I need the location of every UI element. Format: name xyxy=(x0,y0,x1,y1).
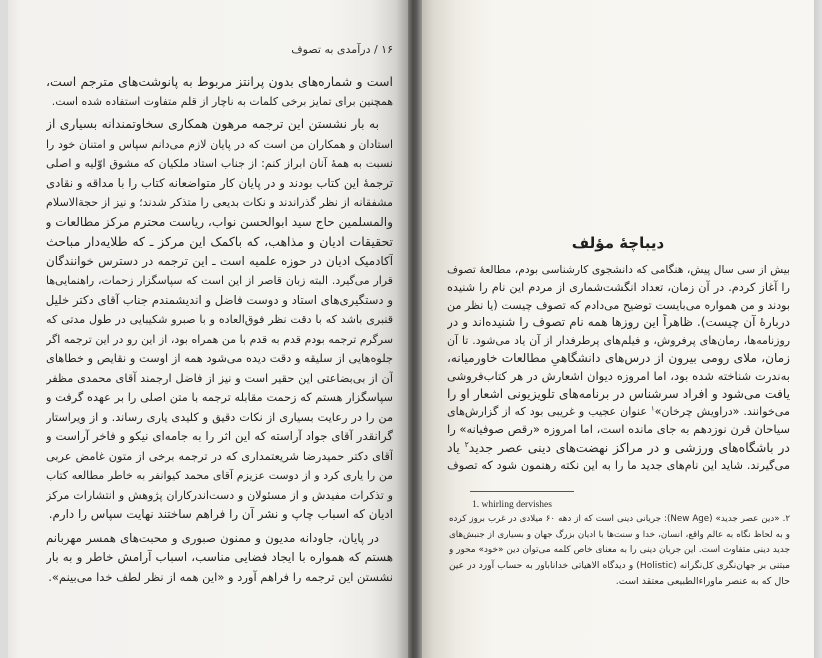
text-line: قرار می‌گیرد. البته زبان قاصر از این است که سپاسگزار زحمات، راهنمایی‌ها xyxy=(46,274,393,287)
footnote-line: مبتنی بر جهان‌نگری کل‌نگرانه (Holistic) و دیدگاه الاهیاتی خداناباور به حساب آورد در عین xyxy=(449,560,790,571)
chapter-title: دیباچهٔ مؤلف xyxy=(571,234,665,252)
text-line: آکادمیک ادیان در حوزه علمیه است ـ این ترجمه در دسترس خوانندگان xyxy=(46,253,393,268)
text-line: ادیان که اسباب چاپ و نشر آن را فراهم ساختند نهایت سپاس را دارم. xyxy=(48,507,393,521)
text-line: قنبری باشد که با دقت نظر فوق‌العاده و با صبرو شکیبایی در طول مدتی که xyxy=(46,313,393,326)
text-line: روزنامه‌ها، رمان‌های پرفروش، و فیلم‌های پرطرفدار از آن یاد می‌شود. تا آن xyxy=(447,334,790,348)
text-line: من را در رعایت بسیاری از نکات دقیق و کلیدی یاری رساند. و از ویراستار xyxy=(46,410,393,424)
text-line: سیاحان قرن نوزدهم به جای مانده است، اما امروزه «رقص صوفیانه» را xyxy=(447,422,790,437)
text-line: مشفقانه از نظر گذراندند و نکات بدیعی را متذکر شدند؛ و نیز از حجةالاسلام xyxy=(46,196,393,209)
paragraph xyxy=(449,512,790,590)
text-line: تحقیقات ادیان و مذاهب، که باکمک این مرکز ـ که طلایه‌دار مباحث xyxy=(46,234,393,249)
right-page-body xyxy=(447,261,790,475)
text-line: بیش از سی سال پیش، هنگامی که دانشجوی کارشناسی بودم، مطالعهٔ تصوف xyxy=(447,263,790,276)
text-line: دربارهٔ آن چیست). ظاهراً این روزها همه نام تصوف را شنیده‌اند و در xyxy=(447,315,790,330)
text-line: نشستن این ترجمه را فراهم آورد و «این همه از نظر لطف خدا می‌بینم». xyxy=(48,569,393,584)
text-line: گرانقدر آقای جواد آراسته که این اثر را به جامه‌ای نیکو و فاخر آراست و xyxy=(46,429,393,443)
page-edge xyxy=(814,0,822,658)
footnote-marker: ۲ xyxy=(464,439,469,449)
paragraph xyxy=(46,115,393,525)
text-line: به بار نشستن این ترجمه مرهون همکاری سخاوتمندانه بسیاری از xyxy=(46,117,379,131)
text-line: ترجمهٔ این کتاب بودند و در پایان کار متواضعانه کتاب را با مداقه و نقادی xyxy=(46,175,393,190)
footnote-1: 1. whirling dervishes xyxy=(472,500,552,510)
running-head: ۱۶ / درآمدی به تصوف xyxy=(291,43,393,56)
right-page xyxy=(422,0,814,658)
text-line: سپاسگزار هستم که زحمت مقابله ترجمه با متن اصلی را بر عهده گرفت و xyxy=(46,391,393,404)
text-line: نسبت به همهٔ آنان ابراز کنم: از جناب استاد ملکیان که مشوق اوّلیه و اصلی xyxy=(46,157,393,170)
footnote-line: حال که به عنصر ماوراءالطبیعی معتقد است. xyxy=(615,576,790,587)
text-line: است و شماره‌های بدون پرانتز مربوط به پانوشت‌های مترجم است، xyxy=(46,74,393,89)
text-line: یافت می‌شود و افراد سرشناس در برنامه‌های تلویزیونی اشعار او را xyxy=(447,386,790,401)
text-line: در پایان، جاودانه مدیون و ممنون صبوری و محبت‌های همسر مهربانم xyxy=(46,530,379,545)
text-line: آقای دکتر حمیدرضا شریعتمداری که در ترجمه برخی از متون غامض عربی xyxy=(46,449,393,463)
footnote-line: و به لحاظ نگاه به عالم واقع، انسان، خدا و سنت‌ها با ادیان بزرگ جهان و بسیاری از جنبش‌های xyxy=(449,529,790,540)
paragraph xyxy=(46,529,393,588)
text-line: بودند و من همواره می‌بایست توضیح می‌دادم که تصوف چیست (یا نظر من xyxy=(447,298,790,312)
footnote-line: ۲. «دین عصر جدید» (New Age): جریانی دینی است که از دهه ۶۰ میلادی در غرب بروز کرده xyxy=(449,514,790,524)
gutter xyxy=(408,0,422,658)
text-line: به‌ندرت شناخته شده بود، اما امروزه دیوان اشعارش در هر کتاب‌فروشی xyxy=(447,368,790,383)
left-page xyxy=(8,0,408,658)
left-page-body xyxy=(46,72,393,587)
text-line: و تذکرات مفیدش و از مسئولان و دست‌اندرکاران پژوهش و انتشارات مرکز xyxy=(46,488,393,502)
paragraph xyxy=(447,261,790,475)
text-line: زمان، ملای رومی بیرون از درس‌های دانشگاهیِ مطالعات خاورمیانه، xyxy=(447,350,790,365)
text-segment: یاد xyxy=(447,439,465,455)
text-line: استادان و همکاران من است که در پایان لازم می‌دانم سپاس و امتنان خود را xyxy=(46,137,393,151)
text-line: همچنین برای تمایز برخی کلمات به ناچار از قلم متفاوت استفاده شده است. xyxy=(51,94,393,108)
text-line: من را یاری کرد و از دوست عزیزم آقای محمد کیوانفر به خاطر مطالعه کتاب xyxy=(46,469,393,482)
text-line: می‌گیرند. شاید این نام‌های جدید ما را به این نکته رهنمون شود که تصوف xyxy=(447,458,790,472)
footnote-2 xyxy=(449,512,790,590)
paragraph xyxy=(46,72,393,111)
text-segment: می‌خوانند. «دراویش چرخان» xyxy=(654,405,790,419)
footnote-rule xyxy=(470,491,574,492)
text-segment: در باشگاه‌های ورزشی و در مراکز نهضت‌های دینی عصر جدید xyxy=(468,439,790,455)
text-line xyxy=(447,403,790,421)
text-line: جلوه‌هایی از سلیقه و دقت دیده می‌شود همه از اوست و نقایص و خطاهای xyxy=(46,352,393,365)
text-segment: عنوان عجیب و غریبی بود که از گزارش‌های xyxy=(447,405,651,419)
text-line xyxy=(447,439,790,457)
text-line: هستم که همواره با ایجاد فضایی مناسب، اسباب آرامش خاطر و به بار xyxy=(46,550,393,564)
text-line: را آغاز کردم. در آن زمان، تعداد انگشت‌شماری از مردم این نام را شنیده xyxy=(447,280,790,294)
text-line: و دستگیری‌های استاد و دوست فاضل و اندیشمندم جناب آقای دکتر خلیل xyxy=(46,292,393,307)
footnote-line: جدید دینی متفاوت است. این جریان دینی را به معنای خاص کلمه می‌توان دین «خود» محور و xyxy=(449,545,790,555)
text-line: آن از بی‌بضاعتی این حقیر است و نیز از فاضل ارجمند آقای محمدی مظفر xyxy=(46,371,393,385)
footnote-marker: ۱ xyxy=(650,404,655,413)
text-line: والمسلمین حاج سید ابوالحسن نواب، ریاست محترم مرکز مطالعات و xyxy=(46,214,393,229)
text-line: سرگرم ترجمه بودم قدم به قدم با من همراه بود، از این رو در این ترجمه اگر xyxy=(46,332,393,346)
